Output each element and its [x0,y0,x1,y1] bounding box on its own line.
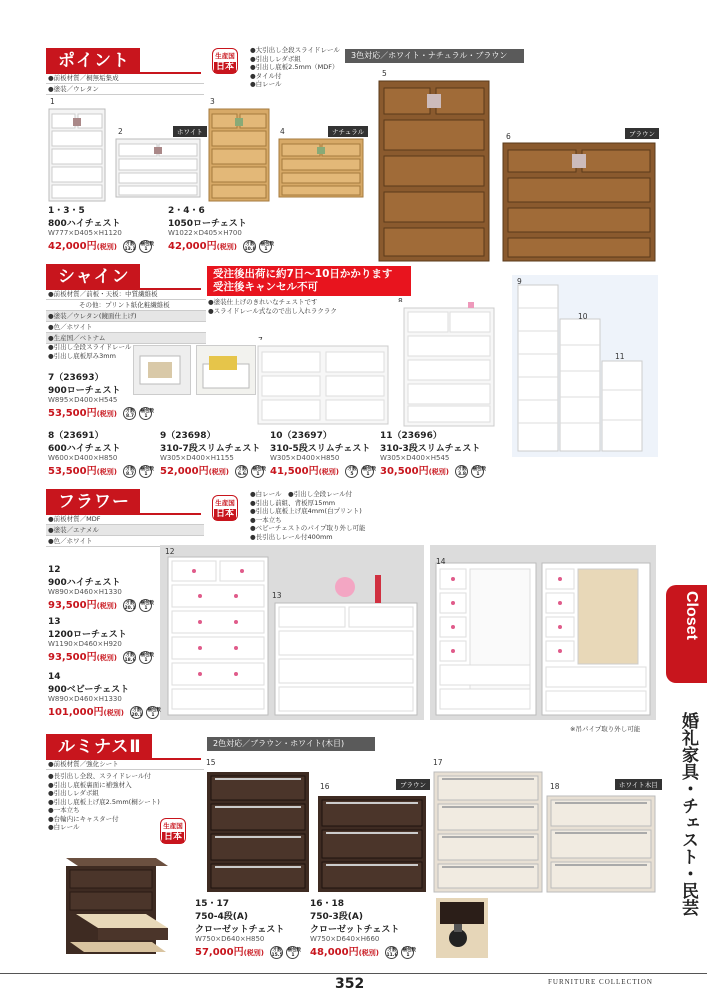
package-count-badge: 梱包数 1 [260,241,274,252]
product-price: 93,500円(税別) 才数 18.6梱包数 1 [48,652,154,663]
package-count-badge: 梱包数 1 [140,600,154,611]
product-card [168,203,272,253]
product-price: 52,000円(税別) 才数 6.6梱包数 1 [160,466,266,477]
feature-list [48,343,131,360]
product-number: 9（23698） [160,431,216,441]
feature-item: ●スライドレール式なので出し入れラクラク [208,306,337,315]
page-number: 352 [335,976,365,992]
product-name: 750-4段(A) [195,912,248,922]
spec-row: ●塗装／ウレタン [46,84,204,95]
volume-badge: 才数 8.7 [125,408,135,419]
package-count-badge: 梱包数 1 [252,466,266,477]
product-card [380,428,484,478]
package-count-badge: 梱包数 1 [147,707,161,718]
section-title-shine: シャイン [46,264,140,290]
product-number: 14 [48,672,61,682]
caster-detail-image [436,898,488,958]
shine-low-chest-image [256,340,390,426]
notice-line: 受注後出荷に約7日〜10日かかります [213,268,393,280]
product-name: 750-3段(A) [310,912,363,922]
product-dimensions: W305×D400×H545 [380,454,450,462]
spec-list [46,514,204,547]
product-card [48,617,152,664]
feature-item: ●引出し底板上げ底4mm(白プリント) [250,507,362,515]
product-price: 42,000円(税別) 才数 10.8梱包数 1 [168,241,274,252]
product-name: 900ベビーチェスト [48,685,130,695]
spec-row: ●塗装／エナメル [46,525,204,536]
image-number: 11 [615,352,625,361]
product-dimensions: W777×D405×H1120 [48,229,122,237]
side-tab-closet[interactable] [666,585,707,683]
product-dimensions: W1022×D405×H700 [168,229,242,237]
product-number: 10（23697） [270,431,332,441]
product-dimensions: W750×D640×H660 [310,935,380,943]
product-card [48,428,152,478]
product-price: 93,500円(税別) 才数 20.1梱包数 1 [48,600,154,611]
feature-item: ●一本立ち [250,515,282,524]
luminas-white-4-drawer-image [432,768,544,894]
spec-row: ●色／ホワイト [46,322,206,333]
product-name: 310-7段スリムチェスト [160,444,261,454]
product-price: 57,000円(税別) 才数 15.5梱包数 1 [195,947,301,958]
product-dimensions: W1190×D460×H920 [48,640,122,648]
product-number: 7（23693） [48,373,104,383]
feature-list [250,490,366,541]
volume-badge: 才数 8.7 [125,466,135,477]
feature-item: ●引出しレダボ組 [250,54,301,63]
package-count-badge: 梱包数 1 [362,466,376,477]
image-number: 1 [50,97,55,106]
product-dimensions: W890×D460×H1330 [48,695,122,703]
product-name: 1050ローチェスト [168,219,247,229]
product-number: 8（23691） [48,431,104,441]
image-number: 14 [436,557,446,566]
color-tag-brown: ブラウン [625,128,659,139]
natural-low-chest-image [278,138,364,198]
luminas-brown-3-drawer-image [316,792,428,894]
spec-row: ●前板材質／MDF [46,514,204,525]
feature-item: ●大引出し全段スライドレール [250,46,340,54]
feature-item: ●一本立ち [48,806,80,814]
product-name: クローゼットチェスト [195,925,285,935]
side-tab-label: Closet [683,591,700,640]
color-tag-brown: ブラウン [396,779,430,790]
product-dimensions: W890×D460×H1330 [48,588,122,596]
volume-badge: 才数 11.6 [386,947,398,958]
product-price: 42,000円(税別) 才数 13.1梱包数 1 [48,241,154,252]
image-number: 15 [206,758,216,767]
product-name: 310-5段スリムチェスト [270,444,371,454]
feature-item: ●引出し底板2.5mm（MDF） [250,63,339,71]
feature-item: ●引出し底板裏面に補強材入 [48,780,132,789]
image-number: 16 [320,782,330,791]
flower-chests-image [160,545,424,720]
product-card [270,428,374,478]
product-name: クローゼットチェスト [310,925,400,935]
notice-line: 受注後キャンセル不可 [213,281,318,293]
product-price: 48,000円(税別) 才数 11.6梱包数 1 [310,947,416,958]
product-number: 12 [48,565,61,575]
feature-list [48,772,160,832]
volume-badge: 才数 6.6 [237,466,247,477]
product-card [160,428,264,478]
image-number: 18 [550,782,560,791]
product-number: 16・18 [310,899,345,909]
feature-item: ●白レール [48,823,80,831]
package-count-badge: 梱包数 1 [140,408,154,419]
luminas-white-3-drawer-image [545,792,657,894]
volume-badge: 才数 18.6 [124,652,136,663]
product-number: 13 [48,617,61,627]
spec-row: ●塗装／ウレタン(鏡面仕上げ) [46,311,206,322]
luminas-open-drawer-image [56,848,176,958]
volume-badge: 才数 20.1 [124,600,136,611]
white-low-chest-image [115,138,201,198]
image-number: 5 [382,69,387,78]
feature-item: ●引出し底板上げ底2.5mm(桐シート) [48,797,160,806]
color-tag-natural: ナチュラル [328,126,368,137]
package-count-badge: 梱包数 1 [402,947,416,958]
feature-item: ●ベビーチェストのパイプ取り外し可能 [250,524,366,532]
product-dimensions: W305×D400×H850 [270,454,340,462]
product-number: 2・4・6 [168,206,205,216]
product-name: 600ハイチェスト [48,444,121,454]
section-title-flower: フラワー [46,489,140,515]
luminas-brown-4-drawer-image [205,768,311,894]
product-price: 53,500円(税別) 才数 8.7梱包数 1 [48,408,154,419]
spec-row: ●前板材質／前板・天板：中質繊維板 [46,289,206,300]
product-card [195,896,299,959]
volume-badge: 才数 3.8 [457,466,467,477]
package-count-badge: 梱包数 1 [287,947,301,958]
product-dimensions: W305×D400×H1155 [160,454,234,462]
product-price: 30,500円(税別) 才数 3.8梱包数 1 [380,466,486,477]
product-number: 15・17 [195,899,230,909]
spec-row: ●色／ホワイト [46,536,204,547]
product-number: 1・3・5 [48,206,85,216]
section-title-point: ポイント [46,48,140,74]
product-name: 900ローチェスト [48,386,121,396]
volume-badge: 才数 20.1 [131,707,143,718]
section-title-luminas: ルミナスⅡ [46,734,152,760]
product-dimensions: W750×D640×H850 [195,935,265,943]
product-dimensions: W895×D400×H545 [48,396,118,404]
feature-item: ●白レール ●引出し全段レール付 [250,490,353,498]
spec-list [46,759,204,770]
product-card [310,896,414,959]
feature-item: ●長引出しレール付400mm [250,532,333,541]
product-name: 800ハイチェスト [48,219,121,229]
image-number: 13 [272,591,282,600]
spec-list [46,73,204,95]
feature-item: ●引出し全段スライドレール [48,343,132,351]
feature-item: ●引出し前組、背板厚15mm [250,498,336,507]
image-number: 10 [578,312,588,321]
footer-brand: FURNITURE COLLECTION [548,978,653,986]
volume-badge: 才数 5 [347,466,357,477]
product-name: 310-3段スリムチェスト [380,444,481,454]
feature-list [208,298,337,315]
image-number: 2 [118,127,123,136]
product-card [48,565,152,612]
product-card [48,672,159,719]
feature-item: ●引出し底板厚み3mm [48,351,116,360]
image-number: 3 [210,97,215,106]
image-number: 9 [517,277,522,286]
feature-item: ●引出しレダボ組 [48,789,99,797]
product-price: 101,000円(税別) 才数 20.1梱包数 1 [48,707,161,718]
color-options-bar: 2色対応／ブラウン・ホワイト(木目) [207,737,375,751]
package-count-badge: 梱包数 1 [140,466,154,477]
product-number: 11（23696） [380,431,442,441]
product-price: 53,500円(税別) 才数 8.7梱包数 1 [48,466,154,477]
brown-high-chest-image [378,80,490,262]
image-number: 12 [165,547,175,556]
footer-divider [0,973,707,974]
feature-item: ●タイル付 [250,71,282,80]
product-dimensions: W600×D400×H850 [48,454,118,462]
image-number: 4 [280,127,285,136]
feature-item: ●白レール [250,80,282,88]
feature-item: ●台輪内にキャスター付 [48,814,119,823]
image-number: 17 [433,758,443,767]
volume-badge: 才数 13.1 [124,241,136,252]
spec-row: ●生産国／ベトナム [46,333,206,344]
color-tag-white: ホワイト木目 [615,779,662,790]
volume-badge: 才数 10.8 [244,241,256,252]
order-notice-banner [207,266,411,296]
shine-slim-chests-image [512,275,658,457]
product-price: 41,500円(税別) 才数 5梱包数 1 [270,466,376,477]
drawer-interior-image [196,345,256,395]
spec-row: その他：プリント紙化粧繊維板 [46,300,206,311]
shine-high-chest-image [398,302,500,428]
package-count-badge: 梱包数 1 [140,241,154,252]
category-label: 婚礼家具・チェスト・民芸 [678,712,698,916]
natural-high-chest-image [208,108,270,202]
made-in-japan-badge: 生産国 日本 [212,495,238,521]
package-count-badge: 梱包数 1 [140,652,154,663]
color-tag-white: ホワイト [173,126,207,137]
product-card [48,203,152,253]
product-card [48,370,152,420]
flower-baby-chest-image [430,545,656,720]
spec-row: ●前板材質／桐無垢集成 [46,73,204,84]
color-options-bar: 3色対応／ホワイト・ナチュラル・ブラウン [345,49,524,63]
product-name: 900ハイチェスト [48,578,121,588]
feature-list [250,46,340,89]
spec-row: ●前板材質／強化シート [46,759,204,770]
image-number: 6 [506,132,511,141]
spec-list [46,289,206,344]
volume-badge: 才数 15.5 [271,947,283,958]
product-name: 1200ローチェスト [48,630,127,640]
feature-item: ●塗装仕上げのきれいなチェストです [208,298,318,306]
white-high-chest-image [48,108,106,202]
feature-item: ●長引出し全段、スライドレール付 [48,772,151,780]
made-in-japan-badge: 生産国 日本 [212,48,238,74]
brown-low-chest-image [502,142,656,262]
note-text: ※吊パイプ取り外し可能 [570,725,641,733]
package-count-badge: 梱包数 1 [472,466,486,477]
made-in-japan-badge: 生産国 日本 [160,818,186,844]
